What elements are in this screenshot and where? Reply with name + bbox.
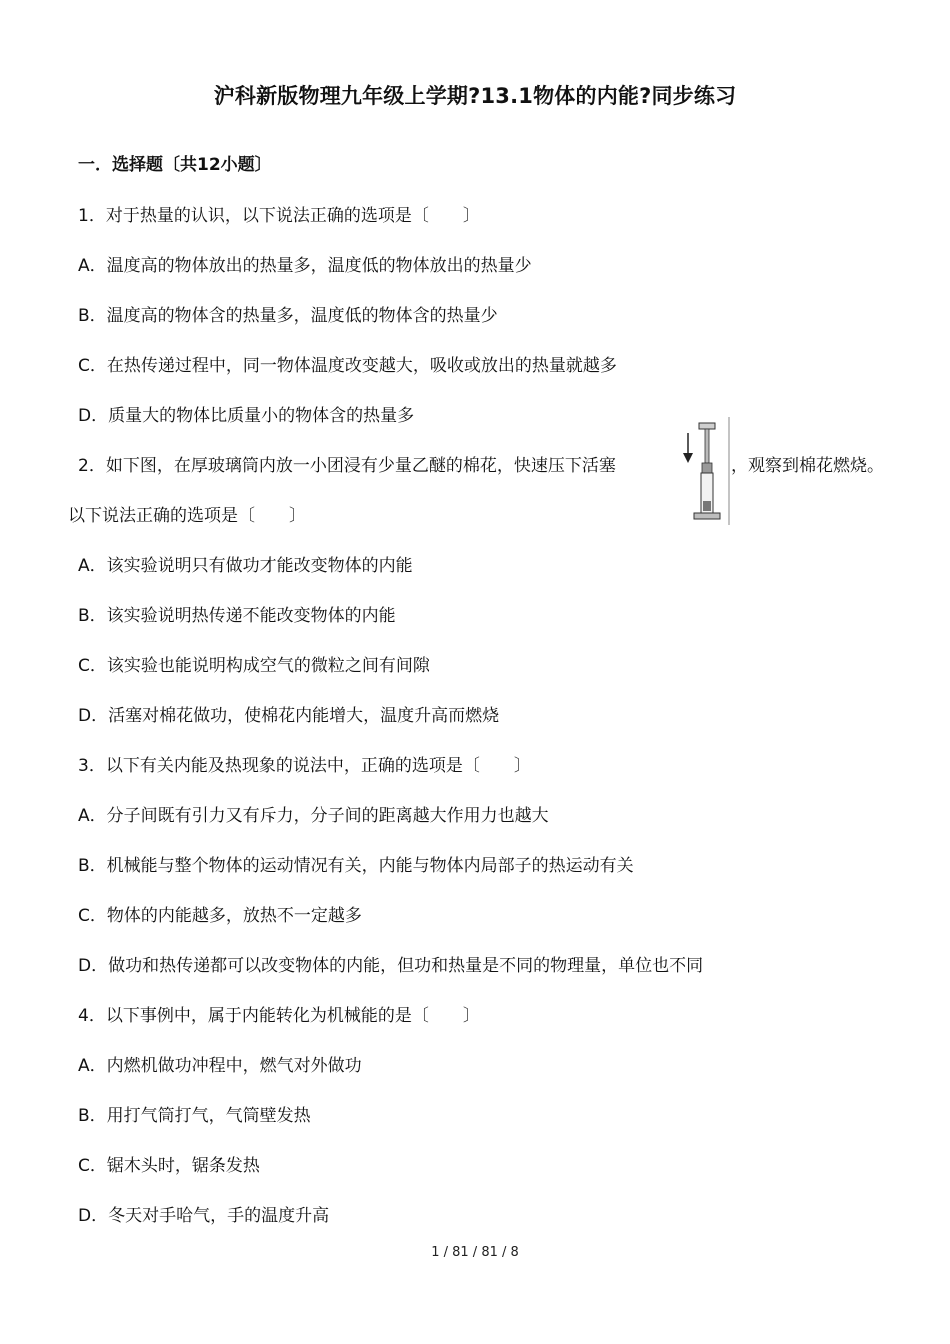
q4-option-c: C．锯木头时，锯条发热 [78, 1156, 260, 1176]
q1-option-c: C．在热传递过程中，同一物体温度改变越大，吸收或放出的热量就越多 [78, 356, 617, 376]
q2-option-c: C．该实验也能说明构成空气的微粒之间有间隙 [78, 656, 430, 676]
question-2-prompt: 以下说法正确的选项是〔 〕 [68, 506, 306, 526]
q4-option-b: B．用打气筒打气，气筒壁发热 [78, 1106, 311, 1126]
q4-option-d: D．冬天对手哈气，手的温度升高 [78, 1206, 330, 1226]
q4-option-a: A．内燃机做功冲程中，燃气对外做功 [78, 1056, 362, 1076]
q2-option-d: D．活塞对棉花做功，使棉花内能增大，温度升高而燃烧 [78, 706, 500, 726]
section-heading: 一．选择题〔共12小题〕 [78, 155, 272, 175]
q3-option-c: C．物体的内能越多，放热不一定越多 [78, 906, 362, 926]
question-2-continued: ，观察到棉花燃烧。 [731, 456, 884, 476]
q3-option-d: D．做功和热传递都可以改变物体的内能，但功和热量是不同的物理量，单位也不同 [78, 956, 704, 976]
document-title: 沪科新版物理九年级上学期?13.1物体的内能?同步练习 [213, 84, 737, 108]
question-3: 3．以下有关内能及热现象的说法中，正确的选项是〔 〕 [78, 756, 531, 776]
q2-option-b: B．该实验说明热传递不能改变物体的内能 [78, 606, 396, 626]
q3-option-a: A．分子间既有引力又有斥力，分子间的距离越大作用力也越大 [78, 806, 549, 826]
q1-option-a: A．温度高的物体放出的热量多，温度低的物体放出的热量少 [78, 256, 532, 276]
question-2: 2．如下图，在厚玻璃筒内放一小团浸有少量乙醚的棉花，快速压下活塞 [78, 456, 616, 476]
question-4: 4．以下事例中，属于内能转化为机械能的是〔 〕 [78, 1006, 480, 1026]
piston-cylinder-icon [678, 417, 730, 525]
q1-option-d: D．质量大的物体比质量小的物体含的热量多 [78, 406, 415, 426]
q2-option-a: A．该实验说明只有做功才能改变物体的内能 [78, 556, 413, 576]
q3-option-b: B．机械能与整个物体的运动情况有关，内能与物体内局部子的热运动有关 [78, 856, 634, 876]
piston-cylinder-figure [678, 417, 730, 525]
q1-option-b: B．温度高的物体含的热量多，温度低的物体含的热量少 [78, 306, 498, 326]
question-1: 1．对于热量的认识，以下说法正确的选项是〔 〕 [78, 206, 480, 226]
page-footer: 1 / 81 / 81 / 8 [431, 1245, 519, 1260]
